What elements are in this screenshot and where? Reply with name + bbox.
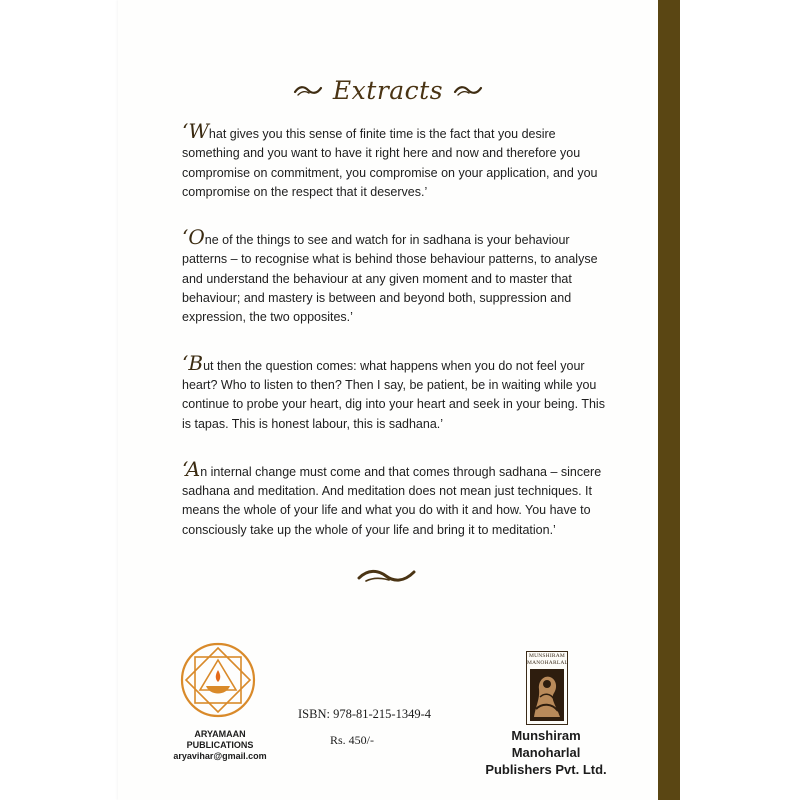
book-spine [658, 0, 680, 800]
right-swirl-ornament [453, 83, 483, 97]
aryamaan-logo [178, 640, 258, 728]
closing-flourish-ornament [356, 566, 418, 586]
extract-quote [182, 456, 610, 540]
logo-label-line: MUNSHIRAM [528, 653, 566, 659]
quote-dropcap: ‘B [182, 350, 204, 375]
extracts-list [182, 119, 610, 569]
left-swirl-ornament [293, 83, 323, 97]
munshiram-manoharlal-name [476, 727, 616, 778]
quote-text: hat gives you this sense of finite time is the fact that you desire something and you want to have it right here and now and therefore you compromise on commitment, you compromise on your application, and you compromise on the respect that it deserves.’ [182, 127, 598, 199]
price-text: Rs. 450/- [330, 733, 375, 747]
logo-label-line: MANOHARLAL [527, 660, 569, 666]
publisher-email: aryavihar@gmail.com [173, 751, 267, 761]
woodcut-art-icon [530, 669, 564, 721]
quote-dropcap: ‘O [182, 225, 205, 250]
munshiram-manoharlal-logo [526, 651, 568, 725]
page-title: Extracts [332, 75, 444, 105]
extract-quote [182, 350, 610, 434]
extracts-header [118, 70, 658, 110]
quote-text: n internal change must come and that comes through sadhana – sincere sadhana and meditation. And meditation does not mean just techniques. It means the whole of your life and what you do with it and how. You have to consciously take up the whole of your life and bring it to meditation.’ [182, 464, 602, 537]
extract-quote [182, 225, 610, 327]
quote-dropcap: ‘W [182, 119, 209, 143]
publisher-name-line: ARYAMAAN [194, 729, 246, 739]
quote-dropcap: ‘A [182, 456, 201, 481]
aryamaan-publications-name [158, 729, 282, 751]
publisher-name-line: Munshiram Manoharlal [511, 728, 581, 760]
extract-quote [182, 119, 610, 202]
publisher-name-line: Publishers Pvt. Ltd. [485, 762, 607, 777]
logo-label [527, 652, 567, 667]
publisher-name-line: PUBLICATIONS [186, 740, 254, 750]
quote-text: ut then the question comes: what happens when you do not feel your heart? Who to listen to then? Then I say, be patient, be in waiting while you continue to probe your heart, dig into your heart and seek in your being. This is tapas. This is honest labour, this is sadhana.’ [182, 358, 605, 431]
isbn-text: ISBN: 978-81-215-1349-4 [298, 707, 431, 721]
quote-text: ne of the things to see and watch for in sadhana is your behaviour patterns – to recognise what is behind those behaviour patterns, to analyse and understand the behaviour at any given moment and to master that behaviour; and mastery is between and beyond both, suppression and expression, the two opposites.’ [182, 233, 598, 325]
